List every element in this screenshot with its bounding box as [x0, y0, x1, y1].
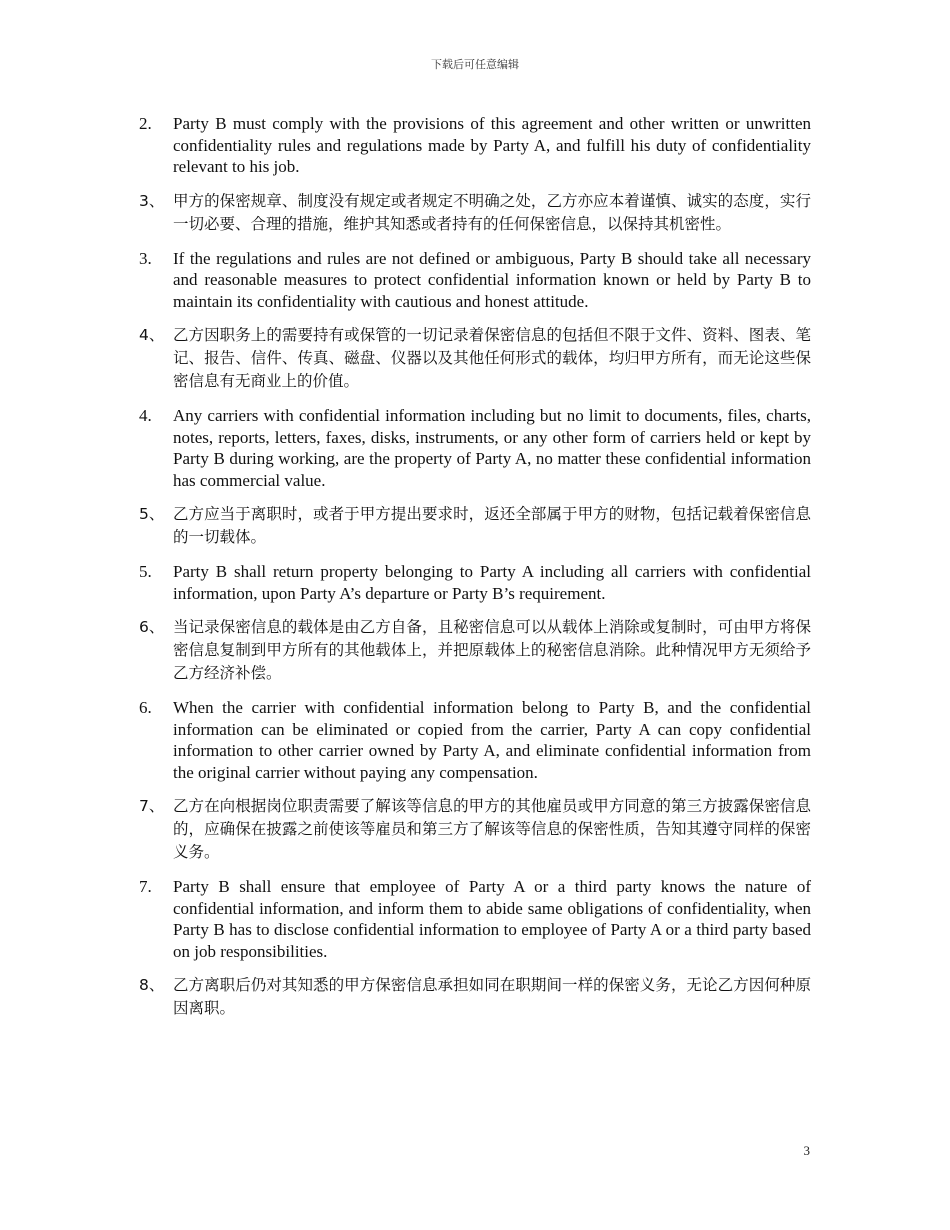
clause-number: 2.: [139, 114, 152, 133]
clause-number: 5.: [139, 562, 152, 581]
clause-number: 3.: [139, 248, 152, 268]
page-header: 下载后可任意编辑: [431, 58, 519, 71]
clause-6-en: [139, 697, 811, 783]
document-body: [139, 113, 811, 1032]
clause-number: 5、: [139, 505, 165, 523]
clause-7-en: [139, 876, 811, 962]
clause-text: Party B must comply with the provisions of this agreement and other written or unwritten confidentiality rules and regulations made by Party A, and fulfill his duty of confidentiality relevant to his job.: [173, 114, 811, 176]
clause-8-zh: [139, 974, 811, 1020]
clause-number: 7、: [139, 797, 165, 815]
clause-number: 8、: [139, 976, 165, 994]
clause-4-en: [139, 405, 811, 491]
clause-text: When the carrier with confidential information belong to Party B, and the confidential information can be eliminated or copied from the carrier, Party A can copy confidential information to other carrier owned by Party A, and eliminate confidential information from the original carrier without paying any compensation.: [173, 698, 811, 782]
clause-number: 3、: [139, 191, 165, 210]
clause-3-en: [139, 248, 811, 313]
clause-text: 乙方在向根据岗位职责需要了解该等信息的甲方的其他雇员或甲方同意的第三方披露保密信息的，应确保在披露之前使该等雇员和第三方了解该等信息的保密性质，告知其遵守同样的保密义务。: [173, 797, 811, 861]
clause-5-en: [139, 561, 811, 604]
clause-2-en: [139, 113, 811, 178]
clause-7-zh: [139, 795, 811, 864]
clause-text: 当记录保密信息的载体是由乙方自备，且秘密信息可以从载体上消除或复制时，可由甲方将保密信息复制到甲方所有的其他载体上，并把原载体上的秘密信息消除。此种情况甲方无须给予乙方经济补偿。: [173, 618, 811, 682]
clause-number: 4.: [139, 406, 152, 425]
clause-number: 6.: [139, 698, 152, 717]
clause-number: 4、: [139, 326, 165, 344]
clause-text: 乙方应当于离职时，或者于甲方提出要求时，返还全部属于甲方的财物，包括记载着保密信息的一切载体。: [173, 505, 811, 546]
clause-3-zh: [139, 190, 811, 236]
clause-text: 乙方离职后仍对其知悉的甲方保密信息承担如同在职期间一样的保密义务，无论乙方因何种原因离职。: [173, 976, 811, 1017]
clause-text: Party B shall return property belonging to Party A including all carriers with confidential information, upon Party A’s departure or Party B’s requirement.: [173, 562, 811, 603]
clause-text: Party B shall ensure that employee of Party A or a third party knows the nature of confidential information, and inform them to abide same obligations of confidentiality, when Party B has to disclose confidential information to employee of Party A or a third party based on job responsibilities.: [173, 877, 811, 961]
clause-4-zh: [139, 324, 811, 393]
clause-text: 乙方因职务上的需要持有或保管的一切记录着保密信息的包括但不限于文件、资料、图表、笔记、报告、信件、传真、磁盘、仪器以及其他任何形式的载体，均归甲方所有，而无论这些保密信息有无商业上的价值。: [173, 326, 811, 390]
clause-number: 7.: [139, 877, 152, 896]
clause-5-zh: [139, 503, 811, 549]
page-number: 3: [803, 1143, 810, 1158]
clause-text: 甲方的保密规章、制度没有规定或者规定不明确之处，乙方亦应本着谨慎、诚实的态度，实行一切必要、合理的措施，维护其知悉或者持有的任何保密信息，以保持其机密性。: [173, 191, 811, 233]
clause-text: If the regulations and rules are not defined or ambiguous, Party B should take all necessary and reasonable measures to protect confidential information known or held by Party B to maintain its confidentiality with cautious and honest attitude.: [173, 248, 811, 311]
clause-text: Any carriers with confidential information including but no limit to documents, files, charts, notes, reports, letters, faxes, disks, instruments, or any other form of carriers held or kept by Party B during working, are the property of Party A, no matter these confidential information has commercial value.: [173, 406, 811, 490]
clause-6-zh: [139, 616, 811, 685]
clause-number: 6、: [139, 618, 165, 636]
